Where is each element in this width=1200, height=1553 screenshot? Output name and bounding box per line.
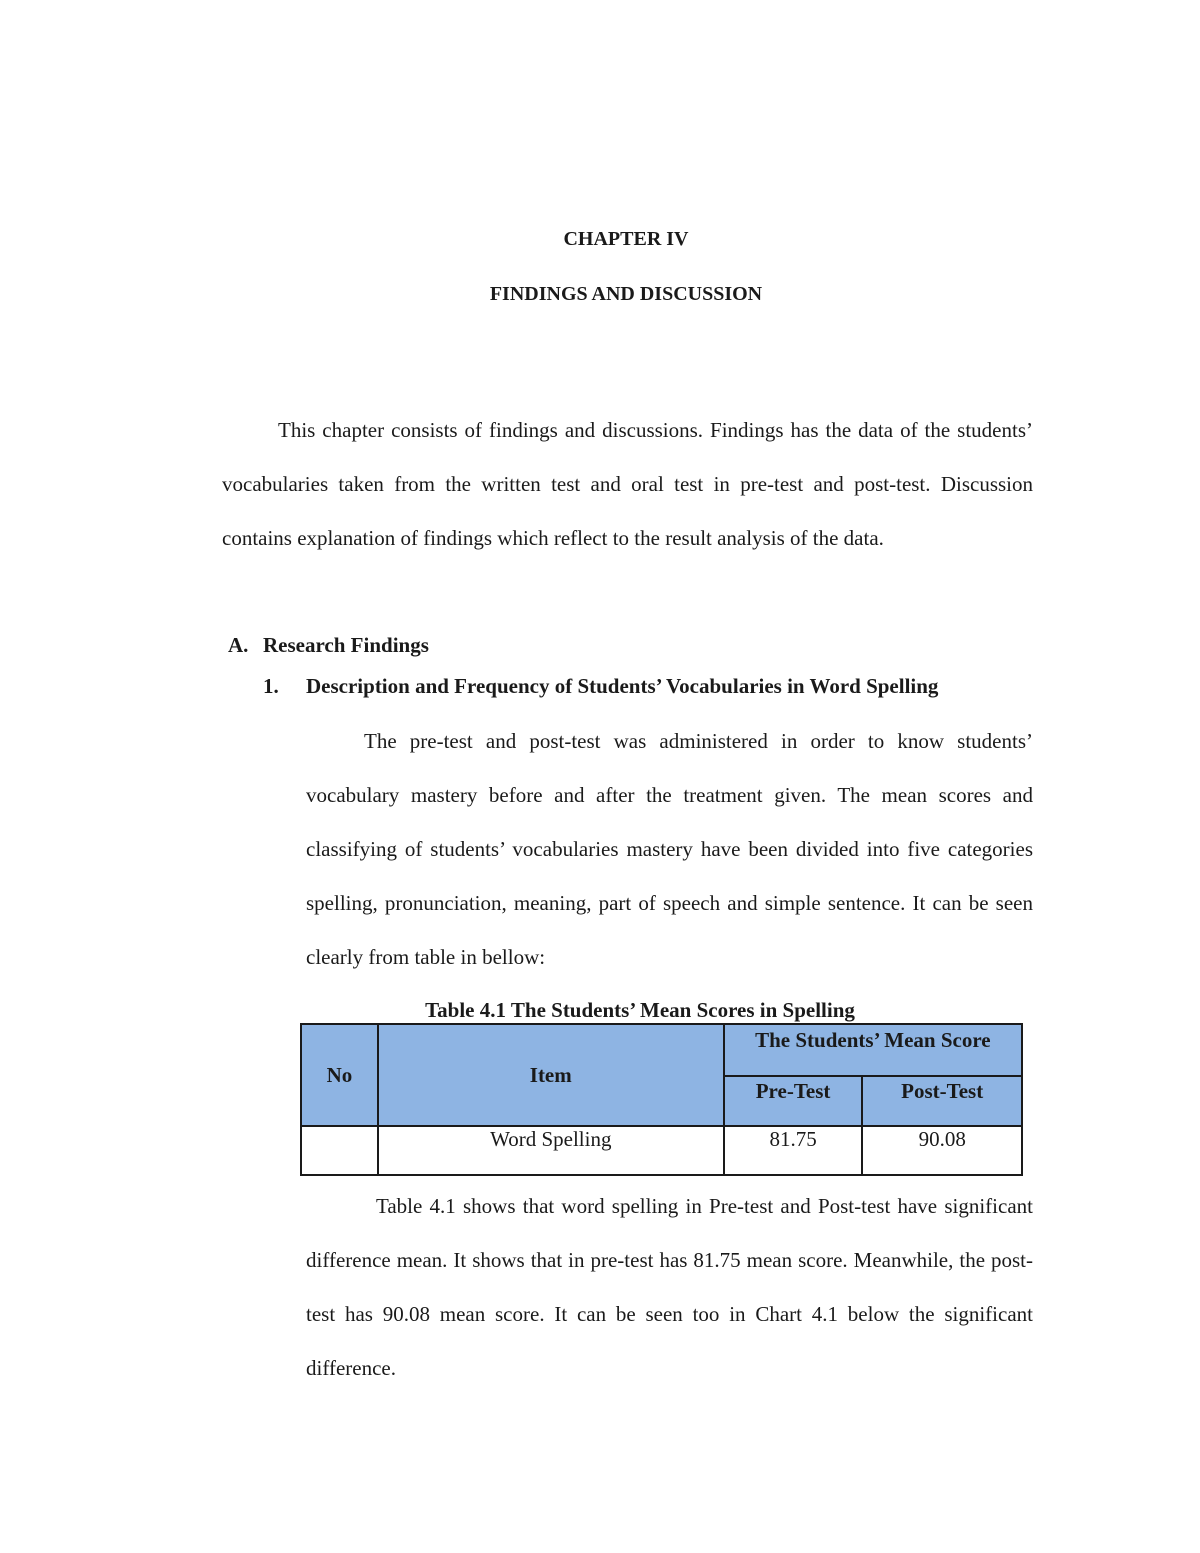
header-item: Item	[378, 1024, 724, 1126]
table-caption: Table 4.1 The Students’ Mean Scores in Spelling	[425, 998, 855, 1022]
chapter-title: CHAPTER IV	[563, 228, 689, 250]
chapter-subtitle: FINDINGS AND DISCUSSION	[489, 283, 763, 305]
cell-pre-test: 81.75	[724, 1126, 863, 1175]
table-header-row	[301, 1024, 1022, 1076]
subsection-marker: 1.	[263, 674, 279, 698]
subsection-heading-word-spelling	[263, 674, 938, 699]
cell-no	[301, 1126, 378, 1175]
section-title: Research Findings	[263, 633, 429, 657]
subsection-title: Description and Frequency of Students’ Vocabularies in Word Spelling	[306, 674, 939, 698]
header-pre-test: Pre-Test	[724, 1076, 863, 1126]
section-marker: A.	[228, 633, 249, 657]
table-row	[301, 1126, 1022, 1175]
mean-scores-table	[300, 1023, 1023, 1176]
cell-post-test: 90.08	[862, 1126, 1022, 1175]
header-mean-score: The Students’ Mean Score	[724, 1024, 1022, 1076]
cell-item: Word Spelling	[378, 1126, 724, 1175]
intro-paragraph: This chapter consists of findings and discussions. Findings has the data of the students’ vocabularies taken from the written test and oral test in pre-test and post-test. Discussion contains explanation of findings which reflect to the result analysis of the data.	[222, 418, 1033, 550]
section-heading-research-findings	[228, 633, 429, 658]
header-post-test: Post-Test	[862, 1076, 1022, 1126]
header-no: No	[301, 1024, 378, 1126]
table-discussion-paragraph: Table 4.1 shows that word spelling in Pre-test and Post-test have significant difference mean. It shows that in pre-test has 81.75 mean score. Meanwhile, the post-test has 90.08 mean score. It can be seen too in Chart 4.1 below the significant difference.	[306, 1194, 1033, 1380]
subsection-paragraph: The pre-test and post-test was administered in order to know students’ vocabulary mastery before and after the treatment given. The mean scores and classifying of students’ vocabularies mastery have been divided into five categories spelling, pronunciation, meaning, part of speech and simple sentence. It can be seen clearly from table in bellow:	[306, 729, 1033, 969]
